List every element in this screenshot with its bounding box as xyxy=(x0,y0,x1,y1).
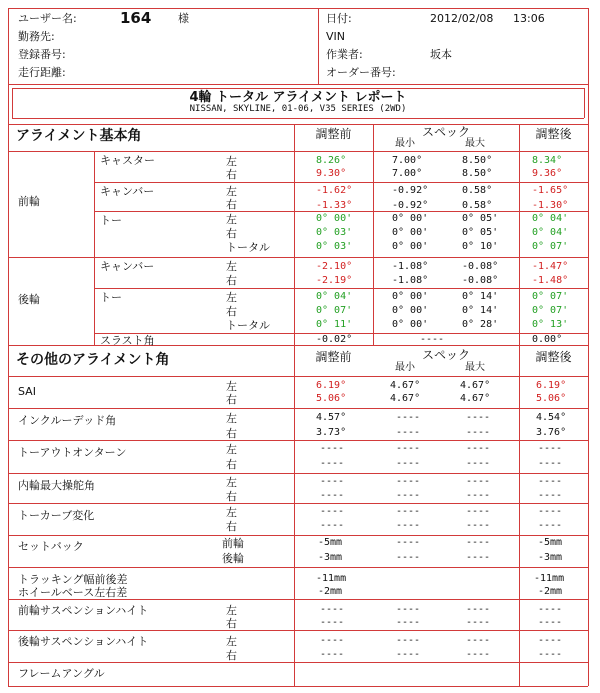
report-title: 4輪 トータル アライメント レポート xyxy=(189,90,407,105)
value-dash: ---- xyxy=(396,458,421,469)
basic-row-after: 0° 07' xyxy=(532,305,569,316)
value-dash: ---- xyxy=(320,490,345,501)
value-dash: ---- xyxy=(396,412,421,423)
track-diff-after: -11mm xyxy=(534,573,565,584)
value-dash: ---- xyxy=(538,506,563,517)
side-right: 右 xyxy=(226,427,237,440)
basic-row-max: 0° 14' xyxy=(462,305,499,316)
basic-row-min: ---- xyxy=(420,334,445,345)
col-after: 調整後 xyxy=(535,127,572,141)
setback-front-before: -5mm xyxy=(318,537,343,548)
value-dash: ---- xyxy=(466,443,491,454)
side-left: 左 xyxy=(226,604,237,617)
value-dash: ---- xyxy=(466,604,491,615)
basic-row-before: -1.33° xyxy=(316,200,353,211)
included-left-before: 4.57° xyxy=(316,412,347,423)
basic-row-max: 8.50° xyxy=(462,168,493,179)
order-label: オーダー番号: xyxy=(326,66,396,79)
value-dash: ---- xyxy=(320,476,345,487)
value-dash: ---- xyxy=(320,617,345,628)
value-dash: ---- xyxy=(396,443,421,454)
side-left: 左 xyxy=(226,380,237,393)
basic-row-min: 0° 00' xyxy=(392,305,429,316)
side-left: 左 xyxy=(226,185,237,198)
side-left: 左 xyxy=(226,635,237,648)
basic-row-after: -1.48° xyxy=(532,275,569,286)
basic-row-min: -1.08° xyxy=(392,261,429,272)
sai-right-before: 5.06° xyxy=(316,393,347,404)
col-after: 調整後 xyxy=(535,350,572,364)
value-dash: ---- xyxy=(396,604,421,615)
basic-row-after: 0° 04' xyxy=(532,213,569,224)
date-label: 日付: xyxy=(326,12,352,25)
value-dash: ---- xyxy=(466,506,491,517)
basic-row-min: 0° 00' xyxy=(392,291,429,302)
value-dash: ---- xyxy=(396,427,421,438)
basic-row-max: 8.50° xyxy=(462,155,493,166)
worker-value: 坂本 xyxy=(430,48,452,61)
col-max: 最大 xyxy=(465,138,485,149)
basic-row-min: 0° 00' xyxy=(392,227,429,238)
side-left: 左 xyxy=(226,291,237,304)
front-height-label: 前輪サスペンションハイト xyxy=(18,604,149,617)
toe-curve-label: トーカーブ変化 xyxy=(18,509,95,522)
basic-row-before: 0° 07' xyxy=(316,305,353,316)
side-rear: 後輪 xyxy=(222,552,244,565)
track-diff-label: トラッキング幅前後差 xyxy=(18,573,128,586)
basic-row-max: 0° 14' xyxy=(462,291,499,302)
basic-row-max: -0.08° xyxy=(462,275,499,286)
side-right: 右 xyxy=(226,305,237,318)
basic-row-before: 9.30° xyxy=(316,168,347,179)
value-dash: ---- xyxy=(466,458,491,469)
col-before: 調整前 xyxy=(315,127,352,141)
side-right: 右 xyxy=(226,490,237,503)
user-label: ユーザー名: xyxy=(18,12,77,25)
side-total: トータル xyxy=(226,319,270,332)
max-steer-label: 内輪最大操舵角 xyxy=(18,479,95,492)
value-dash: ---- xyxy=(466,412,491,423)
side-total: トータル xyxy=(226,241,270,254)
basic-row-min: -1.08° xyxy=(392,275,429,286)
basic-row-min: 0° 00' xyxy=(392,319,429,330)
basic-row-before: 0° 03' xyxy=(316,241,353,252)
setback-rear-after: -3mm xyxy=(538,552,563,563)
basic-row-max: -0.08° xyxy=(462,261,499,272)
setback-front-after: -5mm xyxy=(538,537,563,548)
wheelbase-diff-before: -2mm xyxy=(318,586,343,597)
vin-label: VIN xyxy=(326,30,345,43)
side-right: 右 xyxy=(226,168,237,181)
value-dash: ---- xyxy=(466,617,491,628)
value-dash: ---- xyxy=(466,476,491,487)
value-dash: ---- xyxy=(396,617,421,628)
value-dash: ---- xyxy=(396,490,421,501)
basic-row-after: 0° 07' xyxy=(532,241,569,252)
basic-row-max: 0° 05' xyxy=(462,227,499,238)
toe-label: トー xyxy=(100,214,122,227)
side-right: 右 xyxy=(226,274,237,287)
side-right: 右 xyxy=(226,198,237,211)
camber-label: キャンバー xyxy=(100,185,155,198)
side-left: 左 xyxy=(226,155,237,168)
user-number: 164 xyxy=(120,9,152,27)
section2-title: その他のアライメント角 xyxy=(16,352,170,368)
basic-row-before: 0° 00' xyxy=(316,213,353,224)
side-left: 左 xyxy=(226,443,237,456)
basic-row-after: 0° 04' xyxy=(532,227,569,238)
included-right-before: 3.73° xyxy=(316,427,347,438)
col-min: 最小 xyxy=(395,138,415,149)
value-dash: ---- xyxy=(320,520,345,531)
basic-row-min: 0° 00' xyxy=(392,241,429,252)
value-dash: ---- xyxy=(320,506,345,517)
sai-left-max: 4.67° xyxy=(460,380,491,391)
side-right: 右 xyxy=(226,393,237,406)
rear-camber-label: キャンバー xyxy=(100,260,155,273)
basic-row-max: 0.58° xyxy=(462,185,493,196)
basic-row-before: -2.19° xyxy=(316,275,353,286)
sai-left-before: 6.19° xyxy=(316,380,347,391)
basic-row-after: -1.65° xyxy=(532,185,569,196)
caster-label: キャスター xyxy=(100,154,155,167)
col-spec: スペック xyxy=(421,348,470,362)
value-dash: ---- xyxy=(538,635,563,646)
value-dash: ---- xyxy=(320,604,345,615)
basic-row-before: 8.26° xyxy=(316,155,347,166)
wheelbase-diff-label: ホイールベース左右差 xyxy=(18,586,128,599)
registration-label: 登録番号: xyxy=(18,48,66,61)
sai-right-min: 4.67° xyxy=(390,393,421,404)
value-dash: ---- xyxy=(466,490,491,501)
basic-row-before: 0° 11' xyxy=(316,319,353,330)
included-right-after: 3.76° xyxy=(536,427,567,438)
basic-row-before: -1.62° xyxy=(316,185,353,196)
value-dash: ---- xyxy=(396,635,421,646)
value-dash: ---- xyxy=(320,458,345,469)
basic-row-after: -1.30° xyxy=(532,200,569,211)
basic-row-max: 0° 10' xyxy=(462,241,499,252)
value-dash: ---- xyxy=(538,649,563,660)
value-dash: ---- xyxy=(538,458,563,469)
basic-row-min: 7.00° xyxy=(392,168,423,179)
worker-label: 作業者: xyxy=(326,48,363,61)
side-front: 前輪 xyxy=(222,537,244,550)
basic-row-after: 0° 13' xyxy=(532,319,569,330)
value-dash: ---- xyxy=(396,537,421,548)
user-suffix: 様 xyxy=(178,12,189,25)
basic-row-min: -0.92° xyxy=(392,200,429,211)
rear-wheel-label: 後輪 xyxy=(18,293,40,306)
basic-row-after: 9.36° xyxy=(532,168,563,179)
basic-row-min: -0.92° xyxy=(392,185,429,196)
sai-label: SAI xyxy=(18,385,36,398)
basic-row-after: -1.47° xyxy=(532,261,569,272)
side-left: 左 xyxy=(226,213,237,226)
value-dash: ---- xyxy=(466,427,491,438)
basic-row-before: 0° 04' xyxy=(316,291,353,302)
thrust-label: スラスト角 xyxy=(100,334,155,347)
side-left: 左 xyxy=(226,412,237,425)
rear-toe-label: トー xyxy=(100,291,122,304)
side-left: 左 xyxy=(226,476,237,489)
side-left: 左 xyxy=(226,260,237,273)
value-dash: ---- xyxy=(396,552,421,563)
value-dash: ---- xyxy=(320,649,345,660)
value-dash: ---- xyxy=(538,617,563,628)
side-right: 右 xyxy=(226,520,237,533)
sai-left-min: 4.67° xyxy=(390,380,421,391)
value-dash: ---- xyxy=(538,604,563,615)
side-right: 右 xyxy=(226,617,237,630)
time-value: 13:06 xyxy=(513,12,545,25)
value-dash: ---- xyxy=(320,443,345,454)
sai-left-after: 6.19° xyxy=(536,380,567,391)
value-dash: ---- xyxy=(396,649,421,660)
included-left-after: 4.54° xyxy=(536,412,567,423)
value-dash: ---- xyxy=(396,506,421,517)
basic-row-max: 0° 05' xyxy=(462,213,499,224)
basic-row-max: 0° 28' xyxy=(462,319,499,330)
sai-right-after: 5.06° xyxy=(536,393,567,404)
value-dash: ---- xyxy=(538,443,563,454)
value-dash: ---- xyxy=(466,520,491,531)
date-value: 2012/02/08 xyxy=(430,12,494,25)
front-wheel-label: 前輪 xyxy=(18,195,40,208)
side-right: 右 xyxy=(226,649,237,662)
basic-row-min: 0° 00' xyxy=(392,213,429,224)
value-dash: ---- xyxy=(538,490,563,501)
toe-out-label: トーアウトオンターン xyxy=(18,446,127,459)
wheelbase-diff-after: -2mm xyxy=(538,586,563,597)
mileage-label: 走行距離: xyxy=(18,66,66,79)
basic-row-before: -2.10° xyxy=(316,261,353,272)
col-before: 調整前 xyxy=(315,350,352,364)
side-left: 左 xyxy=(226,506,237,519)
frame-angle-label: フレームアングル xyxy=(18,667,105,680)
col-spec: スペック xyxy=(421,125,470,139)
value-dash: ---- xyxy=(466,537,491,548)
office-label: 勤務先: xyxy=(18,30,55,43)
setback-rear-before: -3mm xyxy=(318,552,343,563)
basic-row-max: 0.58° xyxy=(462,200,493,211)
setback-label: セットバック xyxy=(18,540,84,553)
included-angle-label: インクルーデッド角 xyxy=(18,414,117,427)
basic-row-min: 7.00° xyxy=(392,155,423,166)
basic-row-after: 0.00° xyxy=(532,334,563,345)
side-right: 右 xyxy=(226,458,237,471)
value-dash: ---- xyxy=(538,520,563,531)
basic-row-before: -0.02° xyxy=(316,334,353,345)
value-dash: ---- xyxy=(396,520,421,531)
basic-row-after: 8.34° xyxy=(532,155,563,166)
basic-row-before: 0° 03' xyxy=(316,227,353,238)
section1-title: アライメント基本角 xyxy=(16,128,142,144)
track-diff-before: -11mm xyxy=(316,573,347,584)
sai-right-max: 4.67° xyxy=(460,393,491,404)
value-dash: ---- xyxy=(466,552,491,563)
value-dash: ---- xyxy=(320,635,345,646)
vehicle-subtitle: NISSAN, SKYLINE, 01-06, V35 SERIES (2WD) xyxy=(189,104,407,114)
basic-row-after: 0° 07' xyxy=(532,291,569,302)
side-right: 右 xyxy=(226,227,237,240)
value-dash: ---- xyxy=(396,476,421,487)
value-dash: ---- xyxy=(466,649,491,660)
col-min: 最小 xyxy=(395,362,415,373)
value-dash: ---- xyxy=(538,476,563,487)
rear-height-label: 後輪サスペンションハイト xyxy=(18,635,149,648)
value-dash: ---- xyxy=(466,635,491,646)
col-max: 最大 xyxy=(465,362,485,373)
